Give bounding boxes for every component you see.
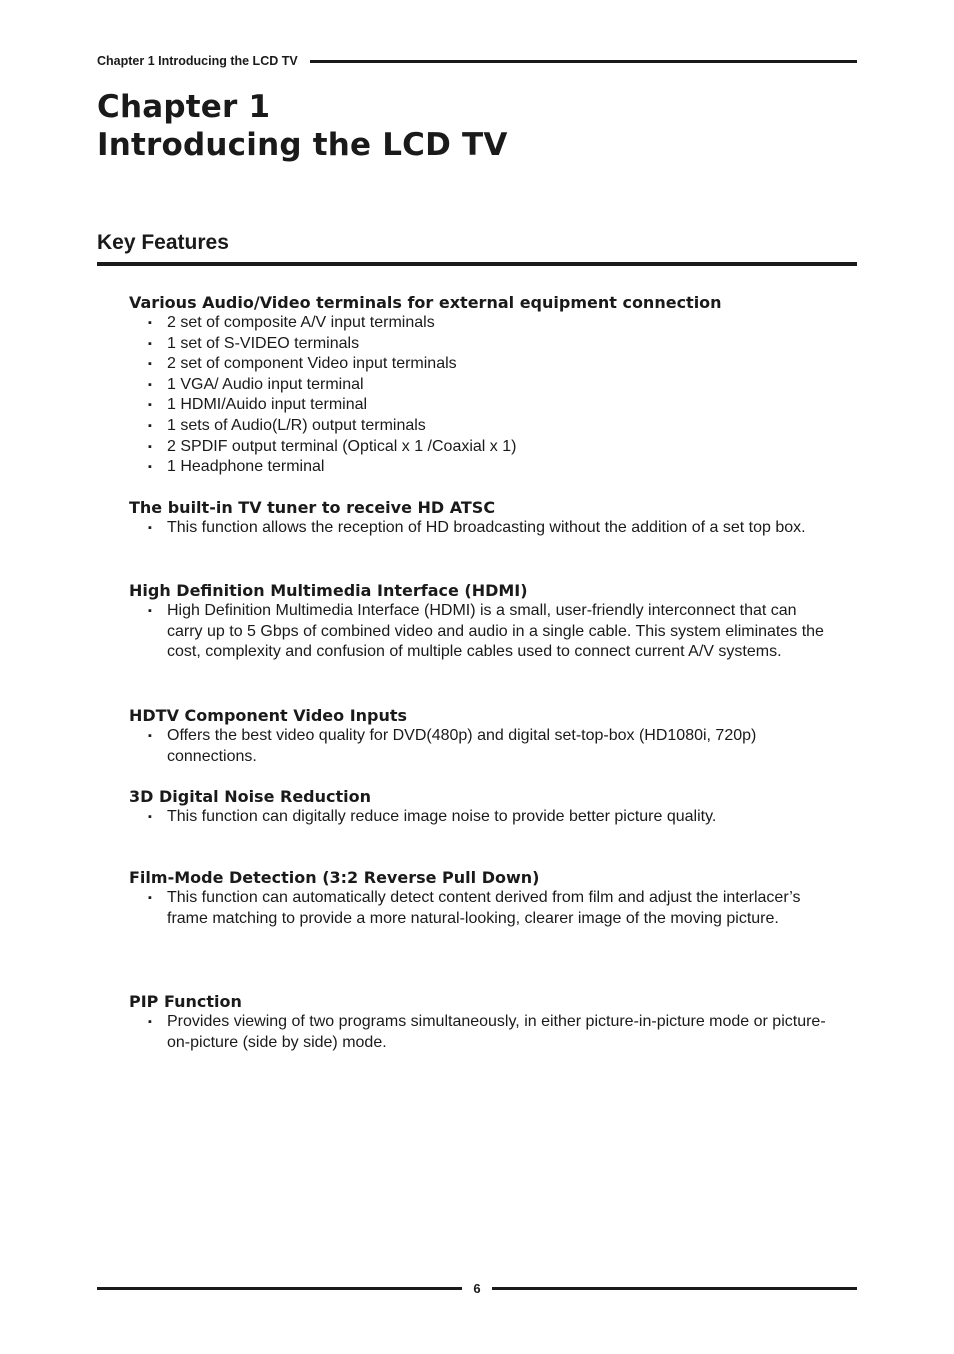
list-item-text: This function allows the reception of HD broadcasting without the addition of a set top box. [167, 519, 806, 536]
section-heading: Key Features [97, 231, 229, 254]
feature-title: HDTV Component Video Inputs [129, 706, 408, 725]
list-item-text: 1 Headphone terminal [167, 458, 325, 476]
feature-tv-tuner [129, 498, 829, 539]
list-item-text: 2 SPDIF output terminal (Optical x 1 /Coaxial x 1) [167, 437, 517, 455]
bullet-icon: ▪ [148, 605, 152, 617]
bullet-icon: ▪ [148, 399, 152, 412]
list-item-text: This function can digitally reduce image noise to provide better picture quality. [167, 808, 717, 825]
feature-list [129, 726, 829, 767]
list-item-text: 1 VGA/ Audio input terminal [167, 375, 364, 393]
footer-rule-left [97, 1287, 462, 1290]
feature-av-terminals [129, 293, 829, 478]
bullet-icon: ▪ [148, 1016, 152, 1028]
feature-list [129, 601, 829, 663]
list-item [129, 601, 829, 663]
feature-film-mode [129, 868, 829, 929]
bullet-icon: ▪ [148, 337, 152, 350]
list-item [129, 888, 829, 929]
running-header [97, 52, 857, 70]
feature-hdtv-component [129, 706, 829, 767]
bullet-icon: ▪ [148, 730, 152, 742]
feature-title: PIP Function [129, 992, 242, 1011]
list-item [129, 457, 829, 478]
bullet-icon: ▪ [148, 440, 152, 453]
footer-rule-right [492, 1287, 857, 1290]
list-item [129, 1012, 829, 1053]
chapter-title [97, 88, 508, 164]
bullet-icon: ▪ [148, 892, 152, 904]
page-footer [97, 1278, 857, 1298]
feature-noise-reduction [129, 787, 829, 828]
feature-pip [129, 992, 829, 1053]
feature-list [129, 807, 829, 828]
list-item-text: High Definition Multimedia Interface (HDMI) is a small, user-friendly interconnect that can carry up to 5 Gbps of combined video and audio in a single cable. This system eliminates the cost, complexity and confusion of multiple cables used to connect current A/V systems. [167, 602, 824, 661]
bullet-icon: ▪ [148, 461, 152, 474]
list-item [129, 313, 829, 334]
feature-list [129, 1012, 829, 1053]
bullet-icon: ▪ [148, 317, 152, 329]
feature-title: The built-in TV tuner to receive HD ATSC [129, 498, 496, 517]
list-item-text: Provides viewing of two programs simultaneously, in either picture-in-picture mode or picture-on-picture (side by side) mode. [167, 1013, 826, 1051]
list-item-text: Offers the best video quality for DVD(480p) and digital set-top-box (HD1080i, 720p) connections. [167, 727, 757, 765]
feature-title: 3D Digital Noise Reduction [129, 787, 372, 806]
feature-hdmi [129, 581, 829, 663]
list-item-text: 2 set of composite A/V input terminals [167, 314, 435, 331]
bullet-icon: ▪ [148, 419, 152, 432]
chapter-number: Chapter 1 [97, 89, 271, 125]
feature-list [129, 313, 829, 478]
running-header-rule [310, 60, 857, 63]
feature-list [129, 518, 829, 539]
chapter-name: Introducing the LCD TV [97, 127, 508, 163]
list-item [129, 395, 829, 416]
list-item [129, 416, 829, 437]
running-header-text: Chapter 1 Introducing the LCD TV [97, 54, 298, 68]
feature-title: Various Audio/Video terminals for external equipment connection [129, 293, 722, 312]
bullet-icon: ▪ [148, 811, 152, 823]
feature-title: Film-Mode Detection (3:2 Reverse Pull Down) [129, 868, 540, 887]
list-item [129, 334, 829, 355]
list-item [129, 726, 829, 767]
list-item-text: This function can automatically detect content derived from film and adjust the interlacer’s frame matching to provide a more natural-looking, clearer image of the moving picture. [167, 889, 801, 927]
page-number: 6 [473, 1280, 481, 1296]
list-item [129, 354, 829, 375]
list-item [129, 518, 829, 539]
list-item [129, 375, 829, 396]
bullet-icon: ▪ [148, 522, 152, 534]
section-rule [97, 262, 857, 266]
list-item-text: 1 sets of Audio(L/R) output terminals [167, 416, 426, 434]
bullet-icon: ▪ [148, 378, 152, 391]
list-item [129, 807, 829, 828]
list-item-text: 2 set of component Video input terminals [167, 355, 457, 373]
list-item [129, 437, 829, 458]
list-item-text: 1 set of S-VIDEO terminals [167, 334, 360, 352]
bullet-icon: ▪ [148, 358, 152, 371]
feature-list [129, 888, 829, 929]
list-item-text: 1 HDMI/Auido input terminal [167, 396, 368, 414]
feature-title: High Definition Multimedia Interface (HDMI) [129, 581, 528, 600]
